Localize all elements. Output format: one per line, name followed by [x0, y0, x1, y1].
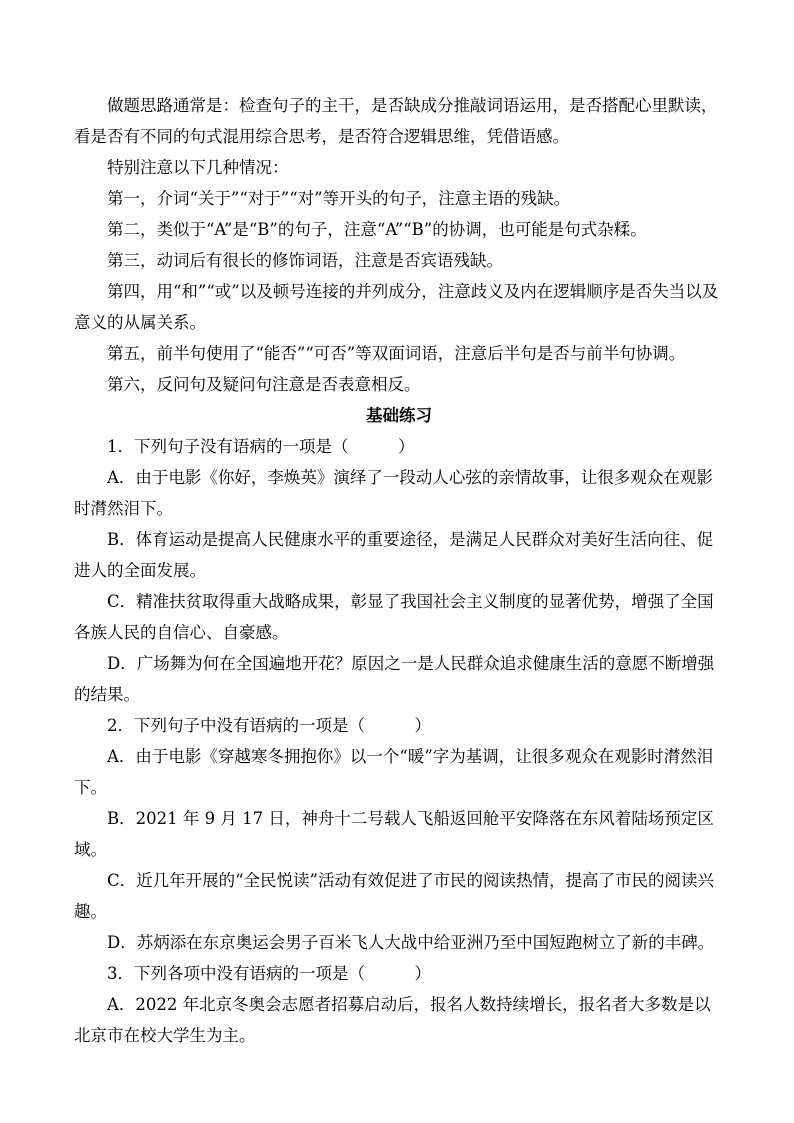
question-option: C．近几年开展的“全民悦读”活动有效促进了市民的阅读热情，提高了市民的阅读兴趣。	[74, 871, 714, 921]
note-item: 第六，反问句及疑问句注意是否表意相反。	[107, 375, 421, 394]
question-option: A．由于电影《你好，李焕英》演绎了一段动人心弦的亲情故事，让很多观众在观影时潸然泪下。	[74, 468, 713, 518]
question-option: A．2022 年北京冬奥会志愿者招募启动后，报名人数持续增长，报名者大多数是以北京市在校大学生为主。	[74, 995, 711, 1045]
note-item: 第一，介词“关于”“对于”“对”等开头的句子，注意主语的残缺。	[107, 189, 571, 208]
section-title: 基础练习	[366, 406, 432, 425]
question-stem: 2．下列句子中没有语病的一项是（ ）	[107, 716, 431, 735]
note-item: 第二，类似于“A”是“B”的句子，注意“A”“B”的协调，也可能是句式杂糅。	[107, 220, 647, 239]
question-option: A．由于电影《穿越寒冬拥抱你》以一个“暖”字为基调，让很多观众在观影时潸然泪下。	[74, 747, 714, 797]
note-item: 第四，用“和”“或”以及顿号连接的并列成分，注意歧义及内在逻辑顺序是否失当以及意义的从属关系。	[74, 282, 719, 332]
note-item: 第三，动词后有很长的修饰词语，注意是否宾语残缺。	[107, 251, 503, 270]
question-stem: 3．下列各项中没有语病的一项是（ ）	[107, 964, 431, 983]
question-option: D．广场舞为何在全国遍地开花？原因之一是人民群众追求健康生活的意愿不断增强的结果。	[74, 654, 715, 704]
question-option: B．2021 年 9 月 17 日，神舟十二号载人飞船返回舱平安降落在东风着陆场预定区域。	[74, 809, 714, 859]
note-heading: 特别注意以下几种情况：	[107, 158, 289, 177]
note-item: 第五，前半句使用了“能否”“可否”等双面词语，注意后半句是否与前半句协调。	[107, 344, 686, 363]
question-option: C．精准扶贫取得重大战略成果，彰显了我国社会主义制度的显著优势，增强了全国各族人民的自信心、自豪感。	[74, 592, 714, 642]
question-option: D．苏炳添在东京奥运会男子百米飞人大战中给亚洲乃至中国短跑树立了新的丰碑。	[107, 933, 715, 952]
question-stem: 1．下列句子没有语病的一项是（ ）	[107, 437, 415, 456]
method-paragraph: 做题思路通常是：检查句子的主干，是否缺成分推敲词语运用，是否搭配心里默读，看是否有不同的句式混用综合思考，是否符合逻辑思维，凭借语感。	[74, 96, 718, 146]
question-option: B．体育运动是提高人民健康水平的重要途径，是满足人民群众对美好生活向往、促进人的全面发展。	[74, 530, 714, 580]
